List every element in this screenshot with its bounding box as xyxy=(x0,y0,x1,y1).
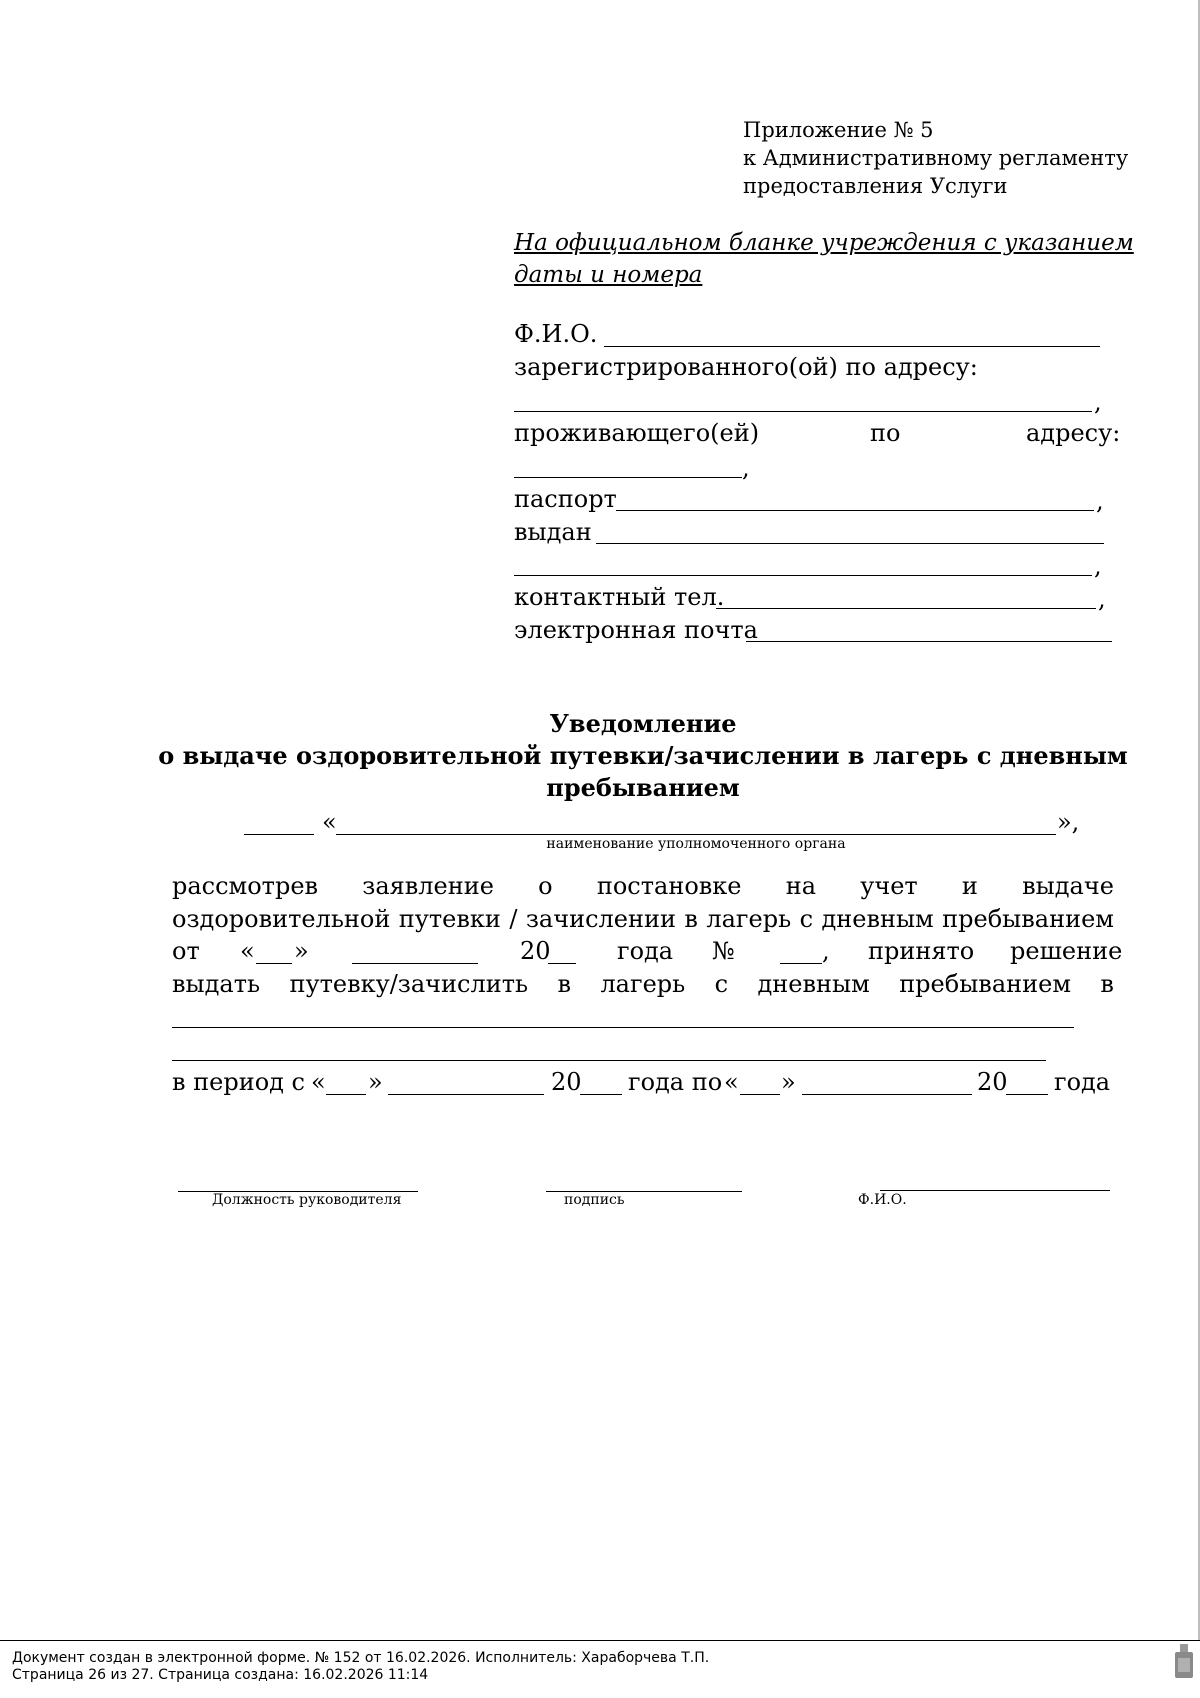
word: о xyxy=(538,872,553,900)
passport-label: паспорт xyxy=(514,485,617,513)
body-line2 xyxy=(172,903,1114,935)
coat-of-arms-icon xyxy=(1172,1642,1196,1682)
body-line1 xyxy=(172,870,1114,902)
word: постановке xyxy=(596,872,742,900)
word: заявление xyxy=(362,872,494,900)
phone-label: контактный тел. xyxy=(514,583,725,611)
living-comma: , xyxy=(742,454,750,482)
issued-fill-line-2 xyxy=(514,575,1092,576)
living-label-word1: проживающего(ей) xyxy=(514,419,760,447)
living-label-word2: по xyxy=(870,419,901,447)
period-end-year-line xyxy=(1006,1094,1048,1095)
body-number-line xyxy=(780,963,822,964)
word: дневным xyxy=(757,970,870,998)
period-end-day-line xyxy=(740,1094,780,1095)
word: пребыванием xyxy=(942,905,1114,933)
organ-close-quote: », xyxy=(1057,808,1080,836)
period-year: 20 xyxy=(551,1068,582,1096)
position-caption: Должность руководителя xyxy=(212,1192,402,1208)
word: рассмотрев xyxy=(172,872,319,900)
appendix-regulation: к Административному регламенту xyxy=(743,146,1129,170)
fio-fill-line xyxy=(604,346,1100,347)
body-quote-open: « xyxy=(240,937,255,965)
body-prinyato: принято xyxy=(868,937,975,965)
word: с xyxy=(799,905,814,933)
period-goda-po: года по xyxy=(628,1068,723,1096)
registered-comma: , xyxy=(1094,388,1102,416)
word: учет xyxy=(860,872,918,900)
period-end-month-line xyxy=(802,1094,972,1095)
body-number-sign: № xyxy=(712,937,735,965)
title-line1: Уведомление xyxy=(549,709,737,738)
period-start-day-line xyxy=(326,1094,366,1095)
issued-fill-line xyxy=(596,543,1104,544)
period-start-year-line xyxy=(580,1094,622,1095)
period-prefix: в период с xyxy=(172,1068,305,1096)
word: выдать xyxy=(172,970,261,998)
word: на xyxy=(785,872,817,900)
email-label: электронная почта xyxy=(514,616,758,644)
fio-sign-line xyxy=(880,1190,1110,1191)
appendix-number: Приложение № 5 xyxy=(743,118,934,142)
title-line3: пребыванием xyxy=(546,773,740,802)
body-month-line xyxy=(352,963,478,964)
word: выдаче xyxy=(1022,872,1114,900)
word: путевки xyxy=(398,905,501,933)
word: лагерь xyxy=(706,905,792,933)
period-quote2-close: » xyxy=(781,1068,796,1096)
period-start-month-line xyxy=(388,1094,544,1095)
body-year-line xyxy=(548,963,576,964)
email-fill-line xyxy=(746,641,1112,642)
word: лагерь xyxy=(600,970,686,998)
passport-comma: , xyxy=(1096,487,1104,515)
signature-caption: подпись xyxy=(564,1192,625,1208)
issued-label: выдан xyxy=(514,518,592,546)
footer-rule xyxy=(0,1640,1200,1641)
phone-fill-line xyxy=(716,608,1096,609)
period-quote2-open: « xyxy=(724,1068,739,1096)
organ-caption: наименование уполномоченного органа xyxy=(546,836,846,852)
period-year2: 20 xyxy=(977,1068,1008,1096)
organ-number-line xyxy=(244,834,314,835)
word: пребыванием xyxy=(899,970,1071,998)
organ-name-line xyxy=(336,834,1056,835)
body-reshenie: решение xyxy=(1010,937,1123,965)
appendix-service: предоставления Услуги xyxy=(743,174,1008,198)
word: путевку/зачислить xyxy=(289,970,529,998)
organ-open-quote: « xyxy=(322,808,337,836)
word: и xyxy=(961,872,978,900)
period-quote-open: « xyxy=(311,1068,326,1096)
word: с xyxy=(714,970,729,998)
fio-label: Ф.И.О. xyxy=(514,320,598,348)
word: дневным xyxy=(821,905,934,933)
body-ot: от xyxy=(172,937,200,965)
registered-label: зарегистрированного(ой) по адресу: xyxy=(514,353,978,381)
word: оздоровительной xyxy=(172,905,391,933)
body-quote-close: » xyxy=(294,937,309,965)
body-year: 20 xyxy=(520,937,551,965)
word: в xyxy=(684,905,698,933)
body-goda: года xyxy=(617,937,674,965)
title-line2: о выдаче оздоровительной путевки/зачислении в лагерь с дневным xyxy=(158,741,1128,770)
phone-comma: , xyxy=(1098,585,1106,613)
passport-fill-line xyxy=(616,510,1094,511)
footer-line2: Страница 26 из 27. Страница создана: 16.02.2026 11:14 xyxy=(12,1667,429,1683)
footer-line1: Документ создан в электронной форме. № 152 от 16.02.2026. Исполнитель: Хараборчева Т.П. xyxy=(12,1650,710,1666)
blank-note-line2: даты и номера xyxy=(514,262,703,288)
period-quote-close: » xyxy=(368,1068,383,1096)
body-comma: , xyxy=(822,937,830,965)
organization-fill-line-2 xyxy=(172,1060,1046,1061)
body-line4 xyxy=(172,968,1114,1000)
organization-fill-line-1 xyxy=(172,1027,1074,1028)
living-label-word3: адресу: xyxy=(1026,419,1121,447)
word: в xyxy=(557,970,572,998)
body-day-line xyxy=(256,963,292,964)
blank-note-line1: На официальном бланке учреждения с указанием xyxy=(514,230,1134,256)
issued-comma: , xyxy=(1094,552,1102,580)
word: зачислении xyxy=(525,905,676,933)
word: в xyxy=(1100,970,1114,998)
registered-fill-line xyxy=(514,411,1092,412)
fio-caption: Ф.И.О. xyxy=(858,1192,907,1208)
period-goda: года xyxy=(1054,1068,1111,1096)
living-fill-line xyxy=(514,477,742,478)
word: / xyxy=(509,905,518,933)
